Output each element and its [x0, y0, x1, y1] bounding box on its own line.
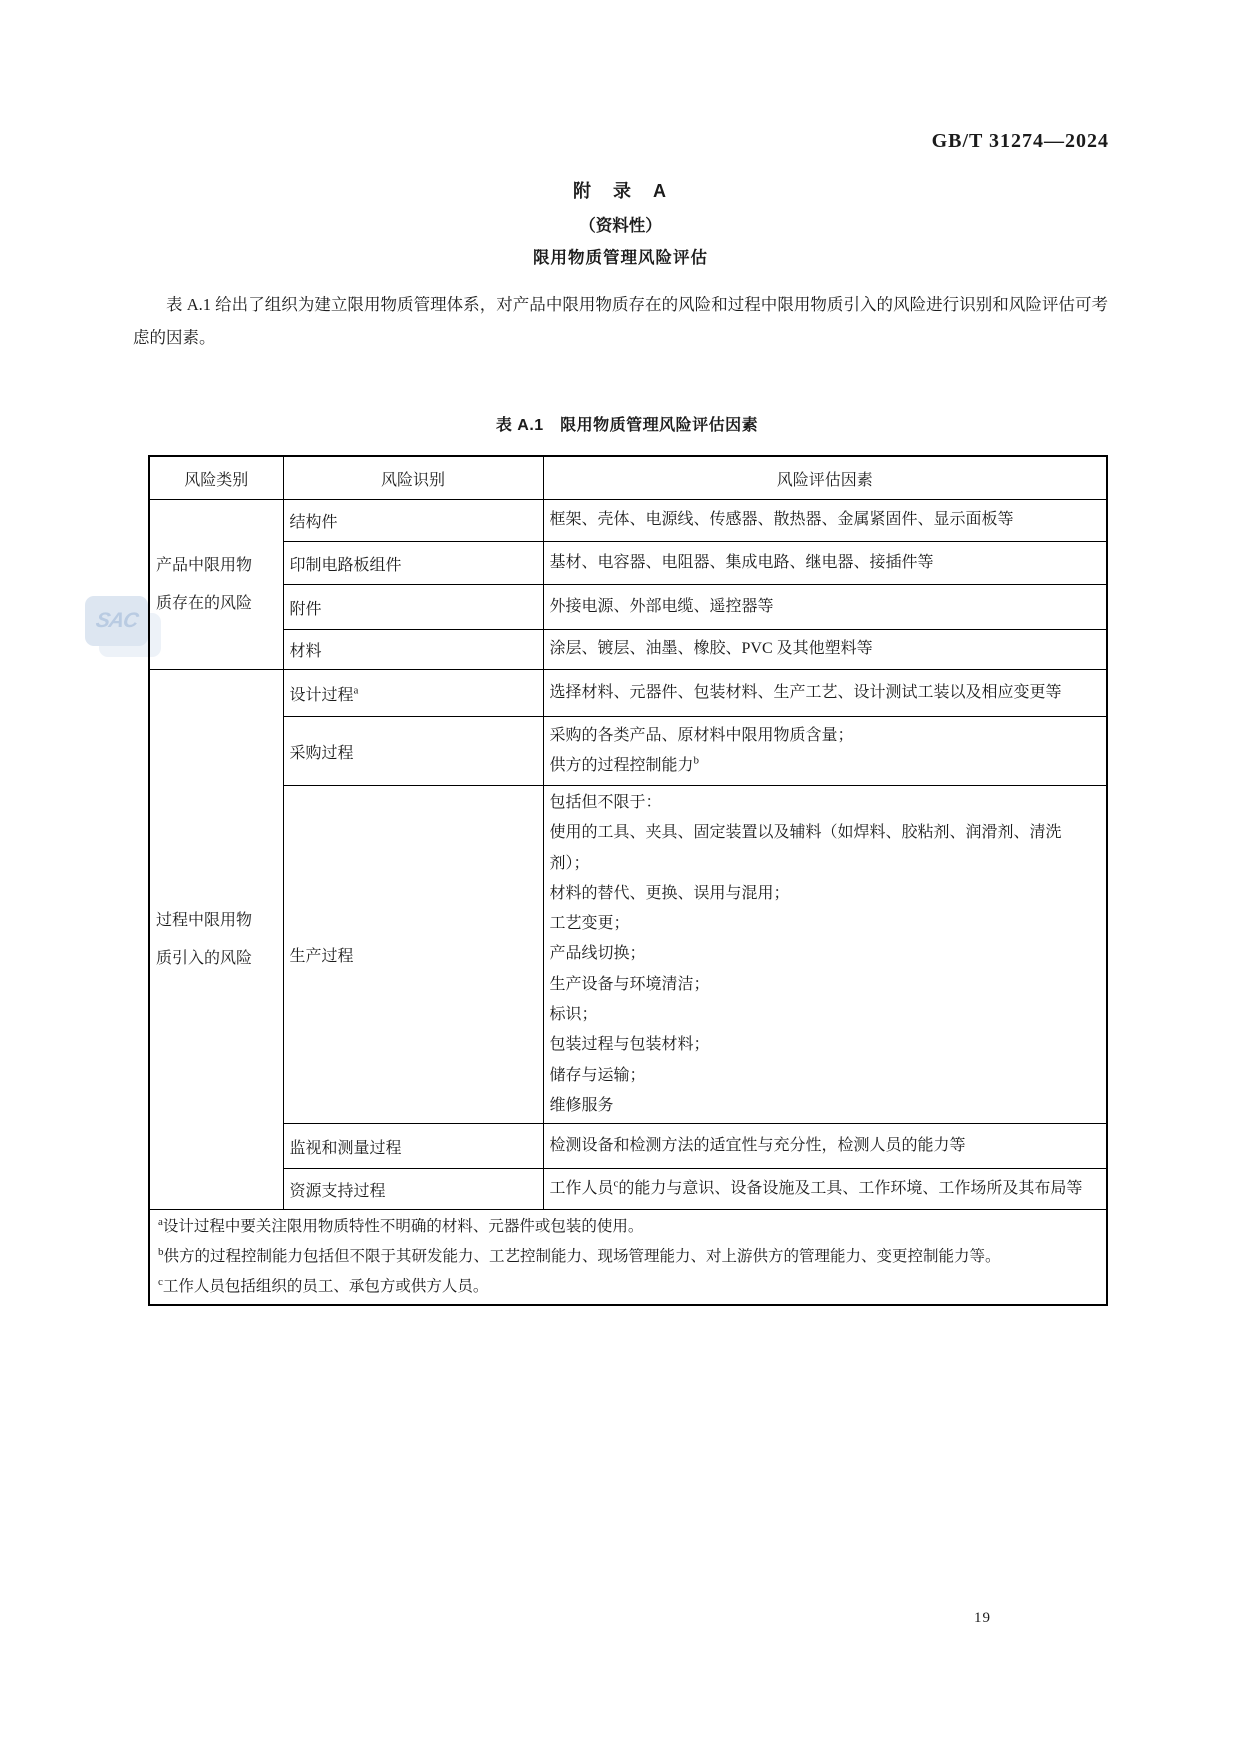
footnote-ref-a: a — [353, 684, 359, 697]
risk-factors-cell: 框架、壳体、电源线、传感器、散热器、金属紧固件、显示面板等 — [543, 500, 1107, 542]
risk-factors-cell: 基材、电容器、电阻器、集成电路、继电器、接插件等 — [543, 542, 1107, 585]
footnotes-cell — [149, 1210, 1107, 1306]
risk-factors-cell: 工作人员$^c$的能力与意识、设备设施及工具、工作环境、工作场所及其布局等 — [543, 1169, 1107, 1210]
header-risk-factors: 风险评估因素 — [543, 456, 1107, 500]
sac-watermark-label: SAC — [93, 609, 140, 632]
table-row — [149, 670, 1107, 717]
table-row — [149, 1169, 1107, 1210]
sac-watermark — [85, 596, 148, 646]
risk-factors-cell: 采购的各类产品、原材料中限用物质含量； 供方的过程控制能力$^b$ — [543, 717, 1107, 786]
footnote-ref-c: c — [613, 1177, 619, 1190]
footnote-a: $^a$设计过程中要关注限用物质特性不明确的材料、元器件或包装的使用。 — [158, 1216, 644, 1236]
standard-code: GB/T 31274—2024 — [931, 130, 1109, 152]
table-row — [149, 500, 1107, 542]
risk-factors-cell: 外接电源、外部电缆、遥控器等 — [543, 585, 1107, 630]
risk-id-cell: 印制电路板组件 — [283, 542, 543, 585]
risk-factors-cell: 包括但不限于： 使用的工具、夹具、固定装置以及辅料（如焊料、胶粘剂、润滑剂、清洗剂）； 材料的替代、更换、误用与混用； 工艺变更； 产品线切换； 生产设备与环境清洁； 标识； 包装过程与包装材料； 储存与运输； 维修服务 — [543, 786, 1107, 1124]
page-number: 19 — [974, 1610, 991, 1626]
risk-id-cell: 结构件 — [283, 500, 543, 542]
table-row — [149, 542, 1107, 585]
risk-factors-cell: 检测设备和检测方法的适宜性与充分性，检测人员的能力等 — [543, 1124, 1107, 1169]
header-risk-identification: 风险识别 — [283, 456, 543, 500]
risk-id-cell: 设计过程$^a$ — [283, 670, 543, 717]
category-process-risk: 过程中限用物 质引入的风险 — [149, 670, 283, 1210]
risk-factors-cell: 选择材料、元器件、包装材料、生产工艺、设计测试工装以及相应变更等 — [543, 670, 1107, 717]
footnote-c: $^c$工作人员包括组织的员工、承包方或供方人员。 — [158, 1276, 489, 1296]
category-product-risk: 产品中限用物 质存在的风险 — [149, 500, 283, 670]
risk-id-cell: 采购过程 — [283, 717, 543, 786]
table-header-row — [149, 456, 1107, 500]
table-caption: 表 A.1 限用物质管理风险评估因素 — [495, 417, 759, 434]
risk-id-cell: 附件 — [283, 585, 543, 630]
risk-id-cell: 监视和测量过程 — [283, 1124, 543, 1169]
table-row — [149, 630, 1107, 670]
footnote-b: $^b$供方的过程控制能力包括但不限于其研发能力、工艺控制能力、现场管理能力、对上游供方的管理能力、变更控制能力等。 — [158, 1246, 1001, 1266]
risk-id-cell: 生产过程 — [283, 786, 543, 1124]
table-row — [149, 717, 1107, 786]
intro-paragraph: 表 A.1 给出了组织为建立限用物质管理体系，对产品中限用物质存在的风险和过程中限用物质引入的风险进行识别和风险评估可考虑的因素。 — [133, 295, 1108, 347]
header-risk-category: 风险类别 — [149, 456, 283, 500]
risk-id-cell: 资源支持过程 — [283, 1169, 543, 1210]
risk-assessment-table — [148, 455, 1108, 1306]
risk-factors-cell: 涂层、镀层、油墨、橡胶、PVC 及其他塑料等 — [543, 630, 1107, 670]
table-row — [149, 1124, 1107, 1169]
appendix-heading: 限用物质管理风险评估 — [533, 249, 708, 267]
footnote-ref-b: b — [693, 754, 700, 767]
footnotes-row — [149, 1210, 1107, 1306]
risk-id-cell: 材料 — [283, 630, 543, 670]
appendix-subtitle: （资料性） — [579, 217, 662, 235]
appendix-title: 附 录 A — [573, 181, 668, 201]
table-row — [149, 585, 1107, 630]
table-row — [149, 786, 1107, 1124]
